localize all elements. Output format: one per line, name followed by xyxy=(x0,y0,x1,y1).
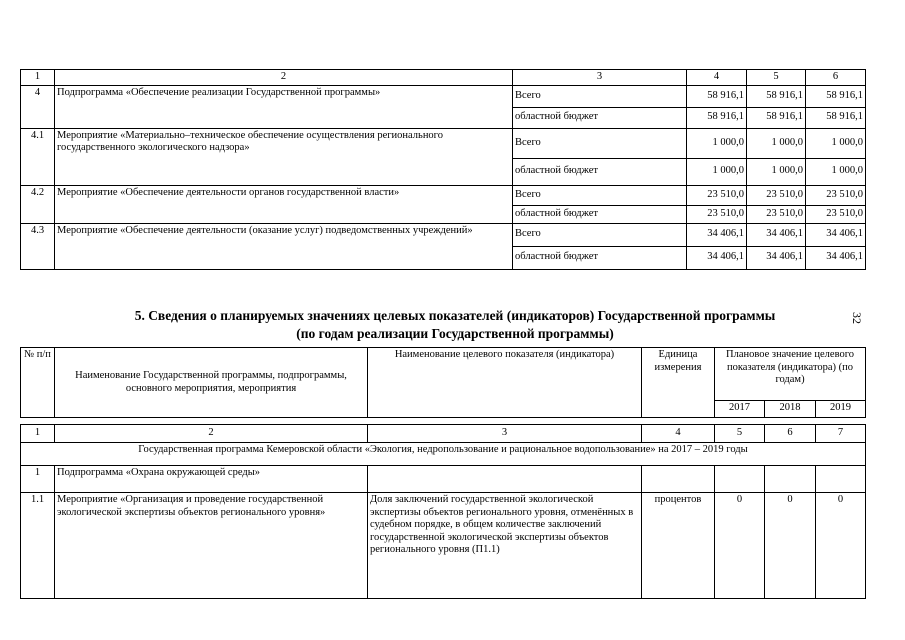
col-header: 6 xyxy=(765,425,816,443)
value-cell: 1 000,0 xyxy=(687,128,747,158)
indicator-header: Наименование целевого показателя (индикатора) xyxy=(368,348,642,418)
row-number: 4.1 xyxy=(21,128,55,185)
name-header: Наименование Государственной программы, подпрограммы, основного мероприятия, мероприятия xyxy=(55,348,368,418)
table-row xyxy=(21,85,866,107)
financing-header-row xyxy=(21,70,866,86)
col-header: 4 xyxy=(642,425,715,443)
col-header: 5 xyxy=(747,70,806,86)
col-header: 1 xyxy=(21,70,55,86)
plan-value-header: Плановое значение целевого показателя (индикатора) (по годам) xyxy=(715,348,866,401)
page-number: 32 xyxy=(850,312,864,324)
funding-source: Всего xyxy=(513,223,687,246)
empty-cell xyxy=(715,466,765,493)
program-title: Государственная программа Кемеровской области «Экология, недропользование и рациональное водопользование» на 2017 – 2019 годы xyxy=(21,443,866,466)
row-name: Подпрограмма «Обеспечение реализации Государственной программы» xyxy=(55,85,513,128)
row-number: 1.1 xyxy=(21,493,55,599)
value-cell: 34 406,1 xyxy=(747,246,806,269)
col-header: 3 xyxy=(513,70,687,86)
empty-cell xyxy=(765,466,816,493)
subprogram-row xyxy=(21,466,866,493)
table-row xyxy=(21,128,866,158)
value-cell: 58 916,1 xyxy=(687,85,747,107)
value-cell: 1 000,0 xyxy=(806,128,866,158)
program-row xyxy=(21,443,866,466)
funding-source: областной бюджет xyxy=(513,205,687,223)
indicator-header-row xyxy=(21,348,866,401)
value-cell: 1 000,0 xyxy=(747,158,806,185)
value-cell: 0 xyxy=(715,493,765,599)
col-header: 5 xyxy=(715,425,765,443)
value-cell: 0 xyxy=(765,493,816,599)
value-cell: 58 916,1 xyxy=(806,85,866,107)
col-header: 2 xyxy=(55,425,368,443)
row-number: 1 xyxy=(21,466,55,493)
row-name: Мероприятие «Материально–техническое обеспечение осуществления регионального государственного экологического надзора» xyxy=(55,128,513,185)
value-cell: 34 406,1 xyxy=(747,223,806,246)
table-row xyxy=(21,185,866,205)
value-cell: 23 510,0 xyxy=(747,205,806,223)
col-header: 2 xyxy=(55,70,513,86)
col-header: 3 xyxy=(368,425,642,443)
unit-header: Единица измерения xyxy=(642,348,715,418)
empty-cell xyxy=(642,466,715,493)
col-header: 7 xyxy=(816,425,866,443)
value-cell: 34 406,1 xyxy=(806,223,866,246)
funding-source: областной бюджет xyxy=(513,107,687,128)
row-number: 4.3 xyxy=(21,223,55,269)
value-cell: 23 510,0 xyxy=(747,185,806,205)
indicator-name: Доля заключений государственной экологической экспертизы объектов регионального уровня, отменённых в судебном порядке, в общем количестве заключений государственной экологической экспертизы объектов регионального уровня (П1.1) xyxy=(368,493,642,599)
funding-source: областной бюджет xyxy=(513,246,687,269)
year-header: 2018 xyxy=(765,401,816,418)
section-heading xyxy=(60,307,850,343)
value-cell: 1 000,0 xyxy=(687,158,747,185)
value-cell: 34 406,1 xyxy=(806,246,866,269)
value-cell: 34 406,1 xyxy=(687,223,747,246)
empty-cell xyxy=(368,466,642,493)
row-name: Подпрограмма «Охрана окружающей среды» xyxy=(55,466,368,493)
number-header: № п/п xyxy=(21,348,55,418)
value-cell: 23 510,0 xyxy=(687,205,747,223)
value-cell: 58 916,1 xyxy=(687,107,747,128)
value-cell: 58 916,1 xyxy=(747,85,806,107)
col-header: 4 xyxy=(687,70,747,86)
unit-cell: процентов xyxy=(642,493,715,599)
col-header: 6 xyxy=(806,70,866,86)
indicator-values-table xyxy=(20,424,866,599)
value-cell: 58 916,1 xyxy=(747,107,806,128)
value-cell: 58 916,1 xyxy=(806,107,866,128)
row-number: 4.2 xyxy=(21,185,55,223)
value-cell: 1 000,0 xyxy=(747,128,806,158)
section-heading-line2: (по годам реализации Государственной программы) xyxy=(296,326,614,342)
activity-row xyxy=(21,493,866,599)
row-number: 4 xyxy=(21,85,55,128)
table-row xyxy=(21,223,866,246)
empty-cell xyxy=(816,466,866,493)
funding-source: областной бюджет xyxy=(513,158,687,185)
section-heading-line1: 5. Сведения о планируемых значениях целевых показателей (индикаторов) Государственной программы xyxy=(134,308,776,323)
value-cell: 34 406,1 xyxy=(687,246,747,269)
value-cell: 23 510,0 xyxy=(687,185,747,205)
row-name: Мероприятие «Организация и проведение государственной экологической экспертизы объектов регионального уровня» xyxy=(55,493,368,599)
financing-table xyxy=(20,69,866,270)
year-header: 2017 xyxy=(715,401,765,418)
indicator-numbers-row xyxy=(21,425,866,443)
col-header: 1 xyxy=(21,425,55,443)
value-cell: 23 510,0 xyxy=(806,185,866,205)
funding-source: Всего xyxy=(513,185,687,205)
value-cell: 1 000,0 xyxy=(806,158,866,185)
funding-source: Всего xyxy=(513,85,687,107)
row-name: Мероприятие «Обеспечение деятельности органов государственной власти» xyxy=(55,185,513,223)
indicator-header-table xyxy=(20,347,866,418)
value-cell: 0 xyxy=(816,493,866,599)
row-name: Мероприятие «Обеспечение деятельности (оказание услуг) подведомственных учреждений» xyxy=(55,223,513,269)
funding-source: Всего xyxy=(513,128,687,158)
year-header: 2019 xyxy=(816,401,866,418)
value-cell: 23 510,0 xyxy=(806,205,866,223)
